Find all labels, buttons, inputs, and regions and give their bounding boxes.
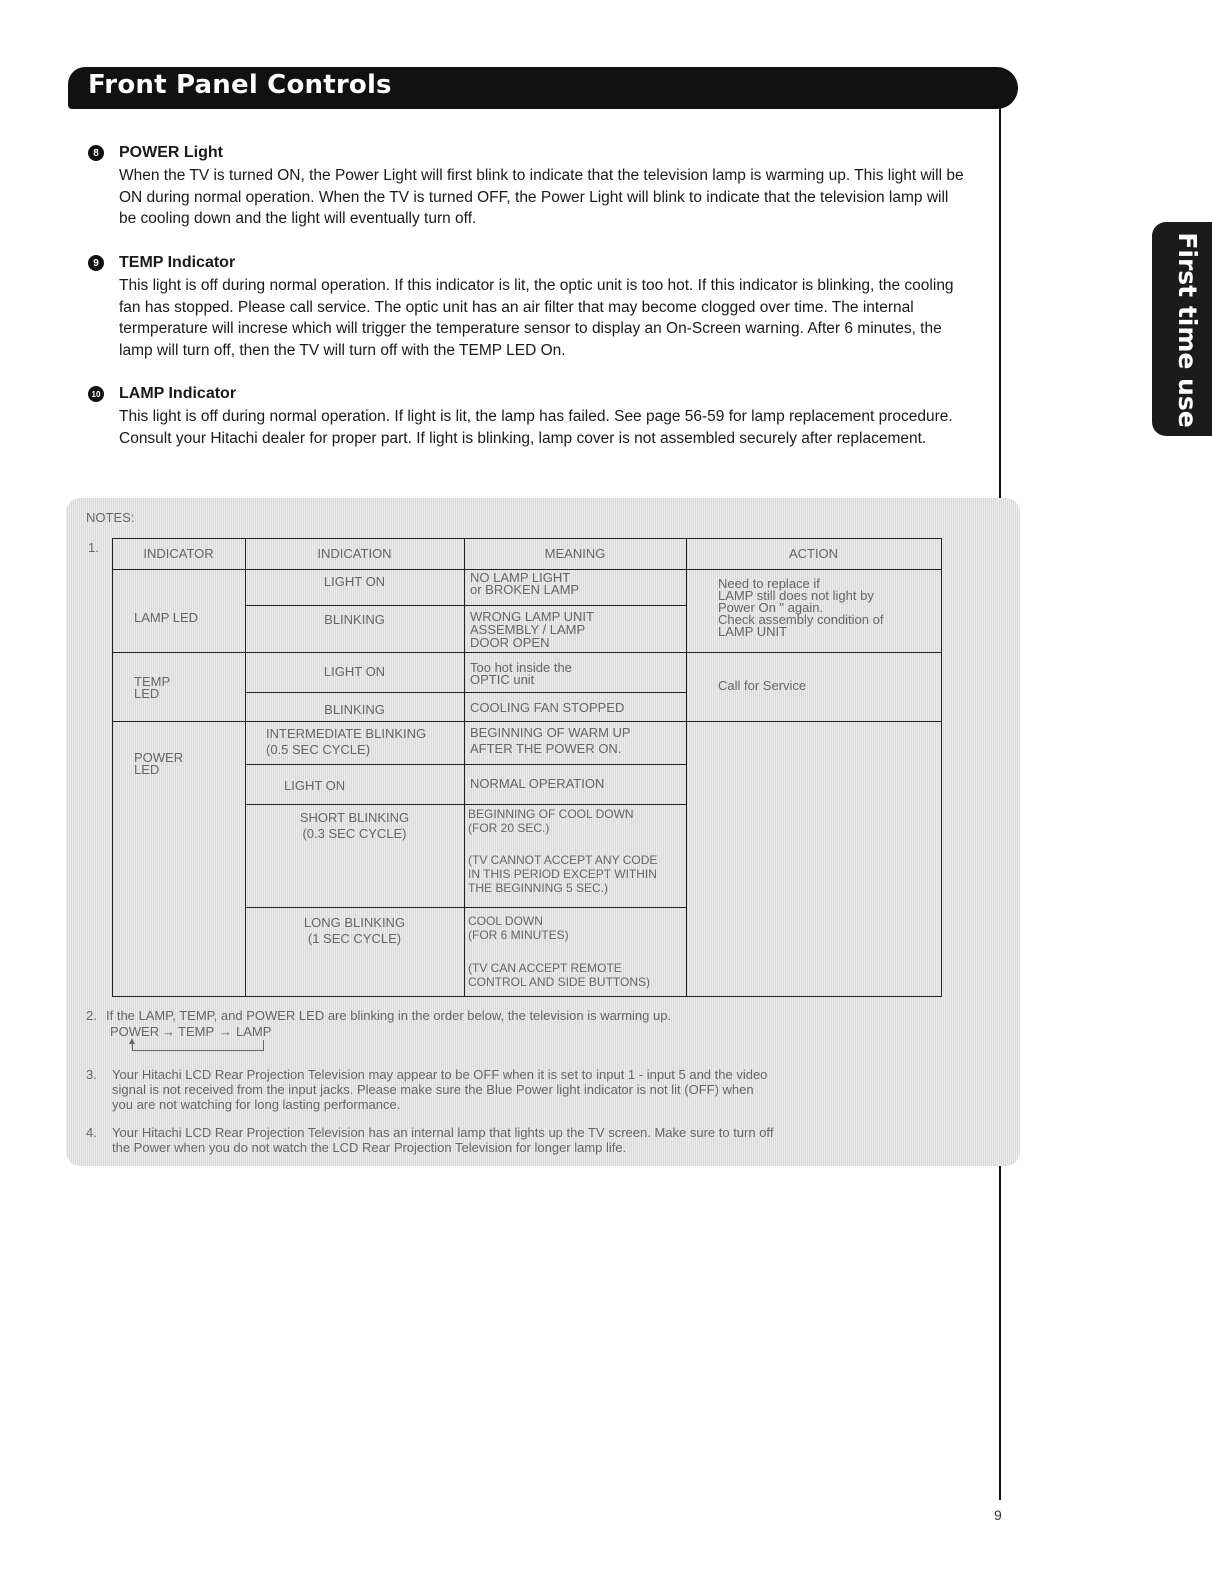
- column-header: ACTION: [788, 546, 839, 561]
- indication-cell: (0.3 SEC CYCLE): [302, 826, 407, 841]
- indicator-temp-led: LED: [134, 686, 160, 701]
- section-body: When the TV is turned ON, the Power Light will first blink to indicate that the television lamp is warming up. This light will be ON during normal operation. When the TV is turned OFF, the Power Light will blink to indicate that the television lamp will be cooling down and the light will eventually turn off.: [119, 167, 964, 227]
- meaning-cell: WRONG LAMP UNIT: [470, 609, 594, 624]
- action-cell: Power On " again.: [718, 600, 824, 615]
- page-title: Front Panel Controls: [88, 70, 392, 100]
- note-number: 3.: [86, 1067, 97, 1082]
- indication-cell: LONG BLINKING: [303, 915, 406, 930]
- meaning-cell: AFTER THE POWER ON.: [470, 741, 622, 756]
- action-cell: Check assembly condition of: [718, 612, 884, 627]
- meaning-cell: DOOR OPEN: [470, 635, 550, 650]
- section-title: TEMP Indicator: [119, 254, 236, 271]
- section-temp-indicator: [88, 252, 968, 361]
- indication-cell: INTERMEDIATE BLINKING: [266, 726, 427, 741]
- action-cell: Call for Service: [718, 678, 807, 693]
- number-badge: 10: [88, 386, 104, 402]
- notes-box: NOTES: 1. INDICATOR INDICATION MEANING ACTION LAMP LED LIGHT ON NO LAMP LIGHT or BROKEN LAMP BLINKING WRONG LAMP UNIT ASSEMBLY / LAMP DOOR OPEN Need to replace if LAMP still does not light by Power On " again. Check assembly condition of LAMP UNIT TEMP LED LIGHT ON Too hot inside the OPTIC unit BLINKING COOLING FAN STOPPED Call for Service POWER LED INTERMEDIATE BLINKING (0.5 SEC CYCLE) BEGINNING OF WARM UP AFTER THE POWER ON. LIGHT ON NORMAL OPERATION SHORT BLINKING (0.3 SEC CYCLE) BEGINNING OF COOL DOWN (FOR 20 SEC.) (TV CANNOT ACCEPT ANY CODE IN THIS PERIOD EXCEPT WITHIN THE BEGINNING 5 SEC.) LONG BLINKING (1 SEC CYCLE) COOL DOWN (FOR 6 MINUTES) (TV CAN ACCEPT REMOTE CONTROL AND SIDE BUTTONS) 2. If the LAMP, TEMP, and POWER LED are blinking in the order below, the television is warming up. POWER → TEMP → LAMP ▲ 3. Your Hitachi LCD Rear Projection Television may appear to be OFF when it is set to input 1 - input 5 and the video signal is not received from the input jacks. Please make sure the Blue Power light indicator is not lit (OFF) when you are not watching for long lasting performance. 4. Your Hitachi LCD Rear Projection Television has an internal lamp that lights up the TV screen. Make sure to turn off the Power when you do not watch the LCD Rear Projection Television for longer lamp life.: [66, 498, 1020, 1166]
- sequence-lamp: LAMP: [236, 1024, 272, 1039]
- column-header: INDICATOR: [143, 546, 214, 561]
- sequence-temp: TEMP: [178, 1024, 215, 1039]
- note-3-text: signal is not received from the input jacks. Please make sure the Blue Power light indicator is not lit (OFF) when: [112, 1082, 754, 1097]
- meaning-cell: COOL DOWN: [468, 914, 543, 928]
- indication-cell: (1 SEC CYCLE): [307, 931, 402, 946]
- side-tab-label: First time use: [1173, 232, 1202, 428]
- number-badge: 8: [88, 145, 104, 161]
- number-badge: 9: [88, 255, 104, 271]
- section-power-light: [88, 142, 968, 230]
- meaning-cell: CONTROL AND SIDE BUTTONS): [468, 975, 651, 989]
- meaning-cell: BEGINNING OF COOL DOWN: [468, 807, 634, 821]
- meaning-cell: or BROKEN LAMP: [470, 582, 580, 597]
- note-3-text: you are not watching for long lasting performance.: [112, 1097, 401, 1112]
- page-number: 9: [994, 1507, 1002, 1523]
- action-cell: LAMP UNIT: [718, 624, 788, 639]
- section-header-bar: [68, 67, 1018, 109]
- indication-cell: BLINKING: [324, 612, 385, 627]
- column-header: INDICATION: [317, 546, 392, 561]
- meaning-cell: NO LAMP LIGHT: [470, 570, 571, 585]
- action-cell: Need to replace if: [718, 576, 820, 591]
- meaning-cell: ASSEMBLY / LAMP: [470, 622, 586, 637]
- note-number: 2.: [86, 1008, 97, 1023]
- indicator-lamp-led: LAMP LED: [134, 610, 199, 625]
- indication-cell: LIGHT ON: [323, 574, 386, 589]
- indication-cell: SHORT BLINKING: [299, 810, 410, 825]
- section-title: POWER Light: [119, 144, 223, 161]
- meaning-cell: (TV CANNOT ACCEPT ANY CODE: [468, 853, 658, 867]
- meaning-cell: BEGINNING OF WARM UP: [470, 725, 631, 740]
- section-body: This light is off during normal operation. If this indicator is lit, the optic unit is too hot. If this indicator is blinking, the cooling fan has stopped. Please call service. The optic unit has an air filter that may become clogged over time. The internal termperature will increse which will trigger the temperature sensor to display an On-Screen warning. After 6 minutes, the lamp will turn off, then the TV will turn off with the TEMP LED On.: [119, 277, 954, 359]
- meaning-cell: THE BEGINNING 5 SEC.): [468, 881, 609, 895]
- note-2-text: If the LAMP, TEMP, and POWER LED are blinking in the order below, the television is warming up.: [106, 1008, 672, 1023]
- indication-cell: (0.5 SEC CYCLE): [266, 742, 371, 757]
- meaning-cell: OPTIC unit: [470, 672, 535, 687]
- indicator-temp-led: TEMP: [134, 674, 171, 689]
- section-lamp-indicator: [88, 383, 968, 449]
- meaning-cell: IN THIS PERIOD EXCEPT WITHIN: [468, 867, 657, 881]
- notes-label: NOTES:: [86, 510, 135, 525]
- indicator-power-led: LED: [134, 762, 160, 777]
- note-4-text: Your Hitachi LCD Rear Projection Television has an internal lamp that lights up the TV screen. Make sure to turn off: [112, 1125, 774, 1140]
- meaning-cell: Too hot inside the: [470, 660, 572, 675]
- meaning-cell: (FOR 6 MINUTES): [468, 928, 569, 942]
- note-4-text: the Power when you do not watch the LCD Rear Projection Television for longer lamp life.: [112, 1140, 627, 1155]
- meaning-cell: COOLING FAN STOPPED: [470, 700, 625, 715]
- indicator-power-led: POWER: [134, 750, 184, 765]
- note-3-text: Your Hitachi LCD Rear Projection Television may appear to be OFF when it is set to input 1 - input 5 and the video: [112, 1067, 768, 1082]
- sequence-power: POWER: [110, 1024, 160, 1039]
- section-title: LAMP Indicator: [119, 385, 237, 402]
- indication-cell: LIGHT ON: [284, 778, 346, 793]
- side-tab: [1152, 222, 1212, 436]
- column-header: MEANING: [544, 546, 606, 561]
- meaning-cell: (FOR 20 SEC.): [468, 821, 550, 835]
- arrow-icon: →: [162, 1024, 175, 1039]
- indication-cell: LIGHT ON: [323, 664, 386, 679]
- note-number: 4.: [86, 1125, 97, 1140]
- section-body: This light is off during normal operation. If light is lit, the lamp has failed. See page 56-59 for lamp replacement procedure. Consult your Hitachi dealer for proper part. If light is blinking, lamp cover is not assembled securely after replacement.: [119, 408, 953, 447]
- action-cell: LAMP still does not light by: [718, 588, 874, 603]
- arrow-icon: →: [219, 1024, 232, 1039]
- indicator-table: [112, 538, 942, 996]
- indication-cell: BLINKING: [324, 702, 385, 717]
- meaning-cell: (TV CAN ACCEPT REMOTE: [468, 961, 622, 975]
- meaning-cell: NORMAL OPERATION: [470, 776, 605, 791]
- note-number: 1.: [88, 540, 99, 555]
